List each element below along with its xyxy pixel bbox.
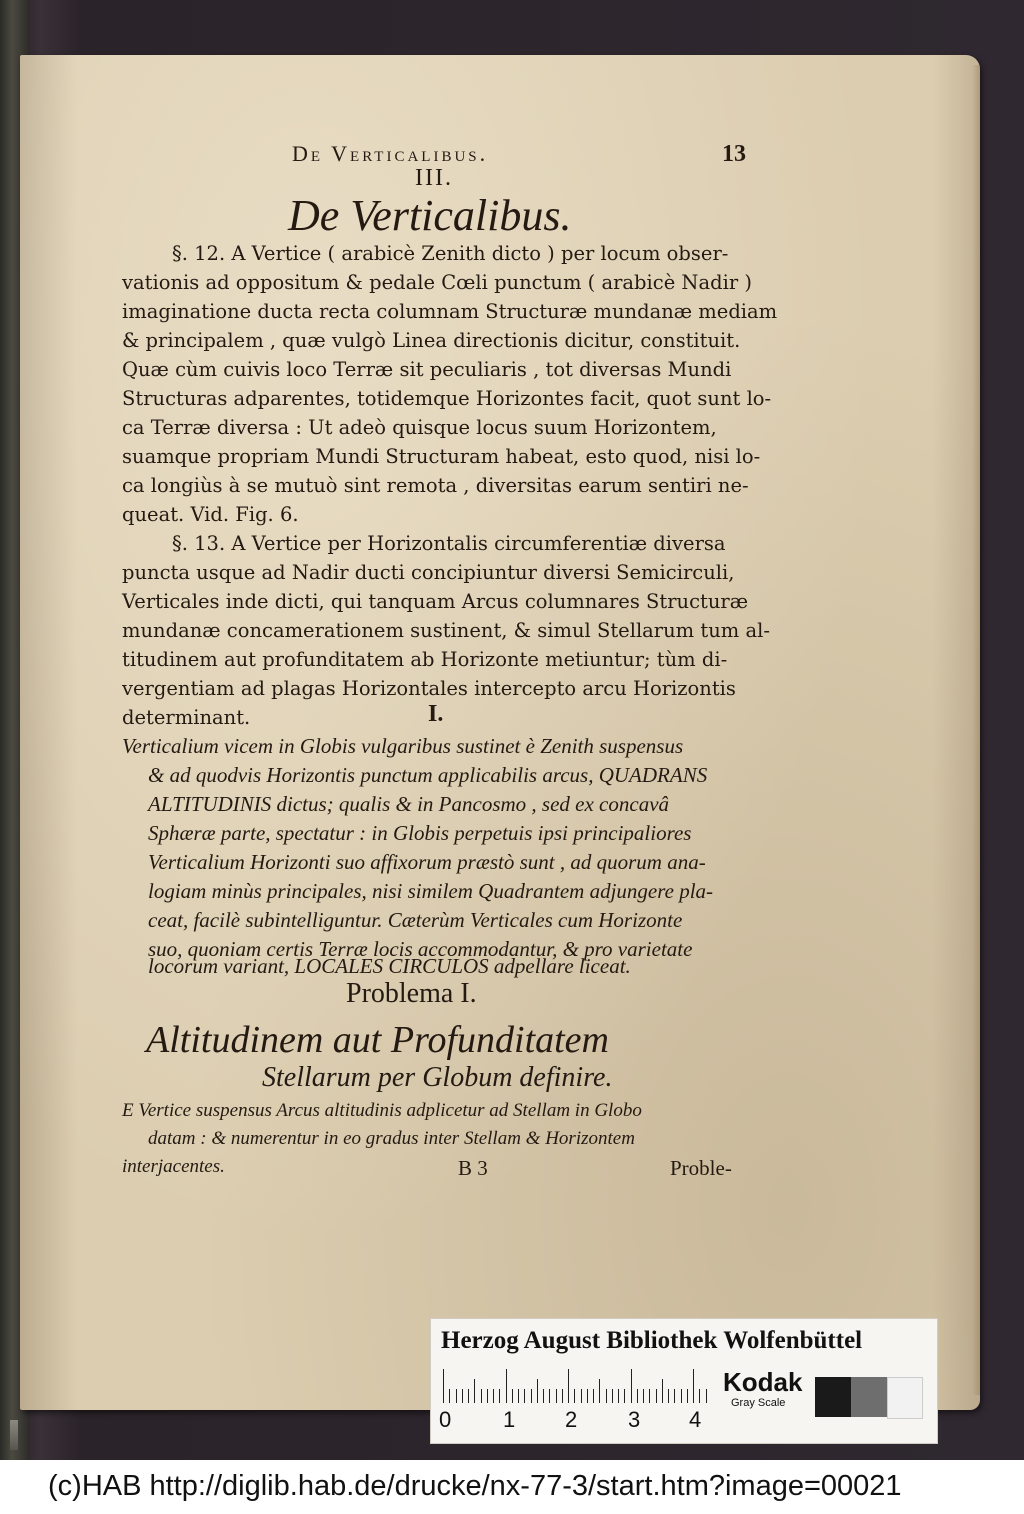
ruler-tick bbox=[487, 1389, 488, 1403]
text-line: ceat, facilè subintelliguntur. Cæterùm Verticales cum Horizonte bbox=[148, 908, 683, 932]
ruler-tick bbox=[443, 1369, 444, 1403]
ruler-tick bbox=[599, 1379, 600, 1403]
text-line: §. 13. A Vertice per Horizontalis circumferentiæ diversa bbox=[172, 532, 726, 555]
text-line: §. 12. A Vertice ( arabicè Zenith dicto ) per locum obser- bbox=[172, 242, 729, 265]
library-name: Herzog August Bibliothek Wolfenbüttel bbox=[441, 1327, 863, 1354]
page-number: 13 bbox=[722, 141, 746, 167]
gray-swatch-black bbox=[815, 1377, 851, 1417]
library-label bbox=[430, 1318, 938, 1444]
ruler-tick bbox=[618, 1389, 619, 1403]
ruler-tick bbox=[624, 1389, 625, 1403]
gray-swatch-white bbox=[887, 1377, 923, 1419]
ruler-tick bbox=[549, 1389, 550, 1403]
text-line: titudinem aut profunditatem ab Horizonte metiuntur; tùm di- bbox=[122, 648, 728, 671]
ruler-tick bbox=[706, 1389, 707, 1403]
text-line: queat. Vid. Fig. 6. bbox=[122, 503, 299, 526]
text-line: ALTITUDINIS dictus; qualis & in Pancosmo , sed ex concavâ bbox=[148, 792, 670, 816]
ruler-tick bbox=[462, 1389, 463, 1403]
footer-bar bbox=[0, 1460, 1024, 1514]
ruler-tick bbox=[656, 1389, 657, 1403]
text-line: Verticales inde dicti, qui tanquam Arcus columnares Structuræ bbox=[122, 590, 749, 613]
ruler-tick bbox=[456, 1389, 457, 1403]
ruler-tick bbox=[587, 1389, 588, 1403]
ruler-tick bbox=[474, 1379, 475, 1403]
text-line: Quæ cùm cuivis loco Terræ sit peculiaris , tot diversas Mundi bbox=[122, 358, 732, 381]
ruler-tick bbox=[493, 1389, 494, 1403]
running-head: De Verticalibus. bbox=[292, 141, 489, 166]
kodak-subtitle: Gray Scale bbox=[731, 1397, 786, 1409]
text-line: & ad quodvis Horizontis punctum applicabilis arcus, QUADRANS bbox=[148, 763, 708, 787]
text-line: & principalem , quæ vulgò Linea directionis dicitur, constituit. bbox=[122, 329, 741, 352]
ruler-tick bbox=[556, 1389, 557, 1403]
ruler-tick bbox=[681, 1389, 682, 1403]
ruler-tick bbox=[612, 1389, 613, 1403]
gray-swatch-dark bbox=[851, 1377, 887, 1417]
ruler-tick bbox=[543, 1389, 544, 1403]
text-line: determinant. bbox=[122, 706, 251, 729]
text-line: ca Terræ diversa : Ut adeò quisque locus suum Horizontem, bbox=[122, 416, 717, 439]
page-edge-shadow bbox=[972, 65, 980, 1395]
ruler-tick bbox=[649, 1389, 650, 1403]
copyright-url: (c)HAB http://diglib.hab.de/drucke/nx-77-3/start.htm?image=00021 bbox=[48, 1470, 902, 1502]
text-line: datam : & numerentur in eo gradus inter Stellam & Horizontem bbox=[148, 1128, 635, 1149]
problem-title: Altitudinem aut Profunditatem bbox=[146, 1019, 609, 1061]
ruler-tick bbox=[512, 1389, 513, 1403]
ruler-tick bbox=[581, 1389, 582, 1403]
ruler-tick bbox=[631, 1369, 632, 1403]
text-line: vergentiam ad plagas Horizontales intercepto arcu Horizontis bbox=[122, 677, 736, 700]
text-line: Verticalium Horizonti suo affixorum præstò sunt , ad quorum ana- bbox=[148, 850, 706, 874]
signature-mark: B 3 bbox=[458, 1156, 488, 1180]
ruler-tick bbox=[449, 1389, 450, 1403]
ruler-tick bbox=[506, 1369, 507, 1403]
ruler-tick bbox=[699, 1389, 700, 1403]
ruler-tick bbox=[687, 1389, 688, 1403]
ruler-tick bbox=[499, 1389, 500, 1403]
ruler-tick bbox=[524, 1389, 525, 1403]
ruler-tick bbox=[643, 1389, 644, 1403]
ruler-tick bbox=[668, 1389, 669, 1403]
text-line: suamque propriam Mundi Structuram habeat, esto quod, nisi lo- bbox=[122, 445, 761, 468]
text-line: E Vertice suspensus Arcus altitudinis adplicetur ad Stellam in Globo bbox=[122, 1100, 642, 1121]
ruler-tick bbox=[481, 1389, 482, 1403]
ruler-tick bbox=[468, 1389, 469, 1403]
ruler-tick bbox=[593, 1389, 594, 1403]
text-line: interjacentes. bbox=[122, 1156, 225, 1177]
ruler-number: 0 bbox=[439, 1407, 452, 1432]
page-edge-marks bbox=[10, 1420, 18, 1450]
kodak-brand: Kodak bbox=[723, 1367, 803, 1397]
text-line: logiam minùs principales, nisi similem Quadrantem adjungere pla- bbox=[148, 879, 714, 903]
ruler-tick bbox=[531, 1389, 532, 1403]
corollary-number: I. bbox=[428, 701, 444, 727]
ruler bbox=[443, 1367, 713, 1403]
ruler-number: 4 bbox=[689, 1407, 702, 1432]
ruler-number: 2 bbox=[565, 1407, 578, 1432]
text-line: Structuras adparentes, totidemque Horizontes facit, quot sunt lo- bbox=[122, 387, 772, 410]
text-line: vationis ad oppositum & pedale Cœli punctum ( arabicè Nadir ) bbox=[122, 271, 752, 294]
problem-subtitle: Stellarum per Globum definire. bbox=[262, 1062, 613, 1093]
ruler-number: 1 bbox=[503, 1407, 516, 1432]
ruler-tick bbox=[537, 1379, 538, 1403]
catchword: Proble- bbox=[670, 1156, 732, 1180]
text-line: imaginatione ducta recta columnam Structuræ mundanæ mediam bbox=[122, 300, 778, 323]
ruler-tick bbox=[606, 1389, 607, 1403]
text-line: mundanæ concamerationem sustinent, & simul Stellarum tum al- bbox=[122, 619, 770, 642]
section-number: III. bbox=[415, 165, 453, 191]
text-line: locorum variant, LOCALES CIRCULOS adpellare liceat. bbox=[148, 954, 631, 978]
ruler-tick bbox=[568, 1369, 569, 1403]
text-line: ca longiùs à se mutuò sint remota , diversitas earum sentiri ne- bbox=[122, 474, 749, 497]
ruler-tick bbox=[518, 1389, 519, 1403]
ruler-tick bbox=[637, 1389, 638, 1403]
text-line: puncta usque ad Nadir ducti concipiuntur diversi Semicirculi, bbox=[122, 561, 735, 584]
ruler-tick bbox=[662, 1379, 663, 1403]
problem-label: Problema I. bbox=[346, 978, 477, 1009]
ruler-number: 3 bbox=[628, 1407, 641, 1432]
ruler-tick bbox=[574, 1389, 575, 1403]
section-title: De Verticalibus. bbox=[288, 191, 572, 240]
text-line: Verticalium vicem in Globis vulgaribus sustinet è Zenith suspensus bbox=[122, 734, 684, 758]
ruler-tick bbox=[693, 1369, 694, 1403]
ruler-tick bbox=[674, 1389, 675, 1403]
text-line: suo, quoniam certis Terræ locis accommodantur, & pro varietate bbox=[148, 937, 693, 961]
ruler-tick bbox=[562, 1389, 563, 1403]
text-line: Sphæræ parte, spectatur : in Globis perpetuis ipsi principaliores bbox=[148, 821, 692, 845]
